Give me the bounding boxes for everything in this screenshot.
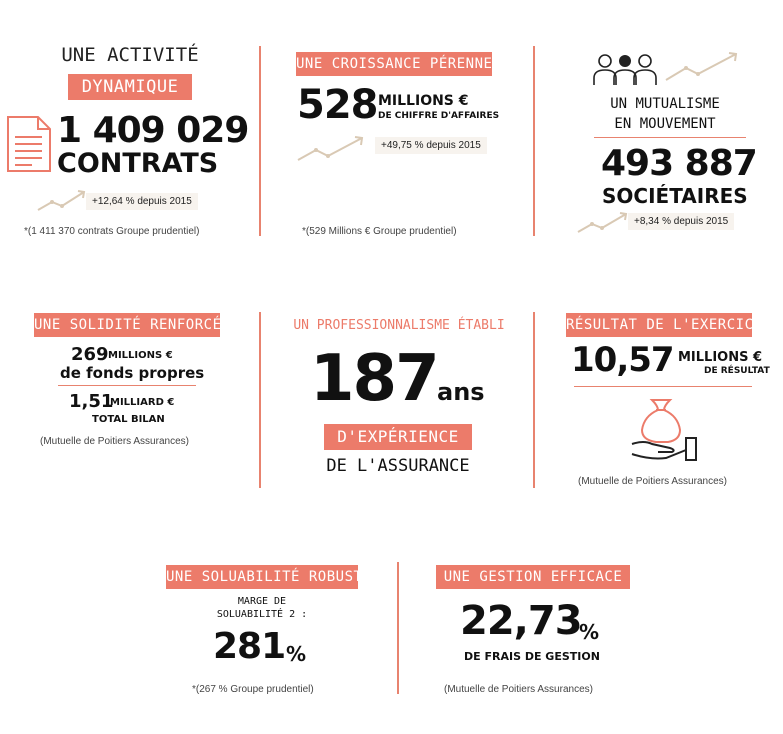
solidite-label1: de fonds propres (60, 364, 205, 382)
mutualisme-title-line1: UN MUTUALISME (610, 96, 720, 112)
solvabilite-note: *(267 % Groupe prudentiel) (192, 684, 314, 695)
croissance-unit-line2: DE CHIFFRE D'AFFAIRES (378, 111, 500, 121)
divider (259, 46, 261, 236)
underline (58, 385, 196, 386)
resultat-unit-line1: MILLIONS € (678, 350, 763, 365)
money-bag-hand-icon (630, 394, 702, 464)
gestion-note: (Mutuelle de Poitiers Assurances) (444, 684, 593, 695)
croissance-unit-line1: MILLIONS € (378, 93, 469, 109)
underline (594, 137, 746, 138)
croissance-title: UNE CROISSANCE PÉRENNE (296, 52, 492, 76)
solidite-title: UNE SOLIDITÉ RENFORCÉE (34, 313, 220, 337)
activite-unit: CONTRATS (57, 148, 219, 179)
solidite-label2: TOTAL BILAN (92, 414, 165, 425)
divider (259, 312, 261, 488)
activite-growth: +12,64 % depuis 2015 (86, 193, 198, 210)
solidite-value2: 1,51 (69, 391, 114, 412)
mutualisme-value: 493 887 (601, 143, 757, 184)
divider (533, 312, 535, 488)
croissance-growth: +49,75 % depuis 2015 (375, 137, 487, 154)
trend-icon (664, 50, 740, 84)
professionnalisme-title: UN PROFESSIONNALISME ÉTABLI (293, 318, 505, 333)
professionnalisme-value: 187 (310, 342, 438, 416)
activite-note: *(1 411 370 contrats Groupe prudentiel) (24, 226, 200, 237)
solidite-unit2: MILLIARD € (110, 397, 175, 408)
trend-icon (36, 188, 88, 214)
gestion-label: DE FRAIS DE GESTION (464, 650, 600, 663)
divider (397, 562, 399, 694)
solvabilite-label-line1: MARGE DE (237, 596, 287, 607)
solidite-note: (Mutuelle de Poitiers Assurances) (40, 436, 189, 447)
mutualisme-unit: SOCIÉTAIRES (602, 184, 748, 208)
solvabilite-value: 281 (213, 626, 286, 667)
solidite-value1: 269 (71, 344, 109, 365)
croissance-note: *(529 Millions € Groupe prudentiel) (302, 226, 457, 237)
croissance-value: 528 (297, 82, 378, 128)
document-icon (6, 115, 52, 173)
solvabilite-title: UNE SOLUABILITÉ ROBUSTE (166, 565, 358, 589)
gestion-title: UNE GESTION EFFICACE (436, 565, 630, 589)
resultat-unit-line2: DE RÉSULTAT (704, 366, 770, 376)
activite-title-line2: DYNAMIQUE (68, 74, 192, 100)
people-icon (592, 52, 658, 86)
solvabilite-unit: % (286, 642, 307, 666)
solvabilite-label-line2: SOLUABILITÉ 2 : (216, 609, 308, 620)
professionnalisme-unit: ans (437, 378, 485, 406)
divider (533, 46, 535, 236)
activite-value: 1 409 029 (57, 110, 249, 151)
gestion-unit: % (579, 620, 600, 644)
underline (574, 386, 752, 387)
solidite-unit1: MILLIONS € (108, 350, 173, 361)
professionnalisme-label-line1: D'EXPÉRIENCE (324, 424, 472, 450)
resultat-value: 10,57 (571, 340, 674, 380)
resultat-note: (Mutuelle de Poitiers Assurances) (578, 476, 727, 487)
mutualisme-title-line2: EN MOUVEMENT (614, 116, 716, 132)
gestion-value: 22,73 (460, 598, 582, 644)
activite-title-line1: UNE ACTIVITÉ (61, 44, 199, 66)
trend-icon (296, 134, 366, 164)
resultat-title: RÉSULTAT DE L'EXERCICE (566, 313, 752, 337)
mutualisme-growth: +8,34 % depuis 2015 (628, 213, 734, 230)
trend-icon (576, 210, 630, 236)
professionnalisme-label-line2: DE L'ASSURANCE (326, 456, 470, 476)
